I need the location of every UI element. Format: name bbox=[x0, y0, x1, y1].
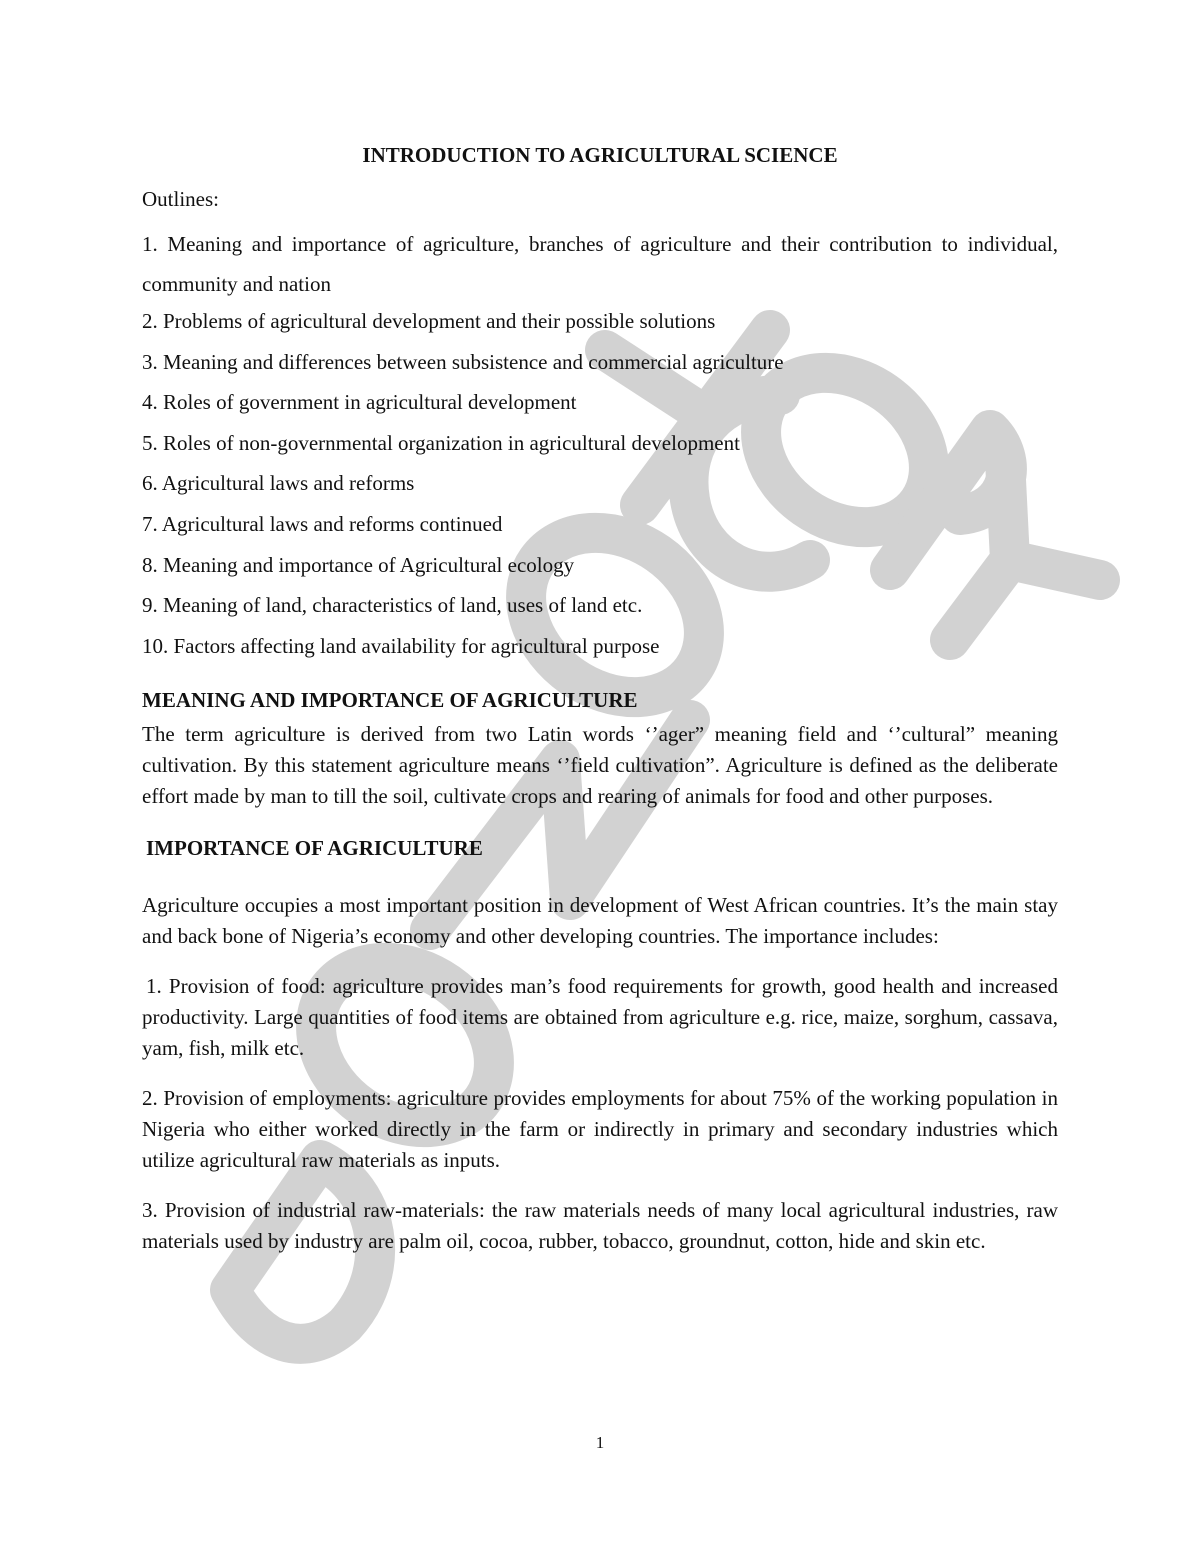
outline-item: 3. Meaning and differences between subsistence and commercial agriculture bbox=[142, 349, 784, 374]
section-paragraph-meaning: The term agriculture is derived from two Latin words ‘’ager” meaning field and ‘’cultural” meaning cultivation. By this statement agriculture means ‘’field cultivation”. Agriculture is defined as the deliberate effort made by man to till the soil, cultivate crops and rearing of animals for food and other purposes. bbox=[142, 721, 1058, 808]
outline-item: 5. Roles of non-governmental organization in agricultural development bbox=[142, 430, 740, 455]
outline-item: 7. Agricultural laws and reforms continued bbox=[142, 511, 503, 536]
outline-list bbox=[142, 224, 1058, 661]
importance-item: 1. Provision of food: agriculture provides man’s food requirements for growth, good health and increased productivity. Large quantities of food items are obtained from agriculture e.g. rice, maize, sorghum, cassava, yam, fish, milk etc. bbox=[142, 973, 1058, 1060]
outlines-label: Outlines: bbox=[142, 187, 219, 211]
section-heading-importance: IMPORTANCE OF AGRICULTURE bbox=[146, 835, 483, 860]
outline-item: 6. Agricultural laws and reforms bbox=[142, 471, 415, 496]
outline-item: 1. Meaning and importance of agriculture, branches of agriculture and their contribution to individual, community and nation bbox=[142, 232, 1058, 296]
section-paragraph-importance-intro: Agriculture occupies a most important position in development of West African countries. It’s the main stay and back bone of Nigeria’s economy and other developing countries. The importance includes: bbox=[142, 892, 1058, 948]
page-number: 1 bbox=[595, 1433, 605, 1452]
importance-item: 3. Provision of industrial raw-materials: the raw materials needs of many local agricultural industries, raw materials used by industry are palm oil, cocoa, rubber, tobacco, groundnut, cotton, hide and skin etc. bbox=[142, 1197, 1058, 1253]
importance-item: 2. Provision of employments: agriculture provides employments for about 75% of the working population in Nigeria who either worked directly in the farm or indirectly in primary and secondary industries which utilize agricultural raw materials as inputs. bbox=[142, 1085, 1058, 1172]
document-body bbox=[142, 140, 1058, 1257]
section-heading-meaning: MEANING AND IMPORTANCE OF AGRICULTURE bbox=[142, 687, 638, 712]
outline-item: 9. Meaning of land, characteristics of land, uses of land etc. bbox=[142, 593, 643, 618]
outline-item: 10. Factors affecting land availability for agricultural purpose bbox=[142, 633, 660, 658]
outline-item: 2. Problems of agricultural development and their possible solutions bbox=[142, 309, 716, 333]
document-title: INTRODUCTION TO AGRICULTURAL SCIENCE bbox=[362, 143, 838, 167]
outline-item: 8. Meaning and importance of Agricultural ecology bbox=[142, 552, 575, 577]
outline-item: 4. Roles of government in agricultural development bbox=[142, 390, 577, 415]
